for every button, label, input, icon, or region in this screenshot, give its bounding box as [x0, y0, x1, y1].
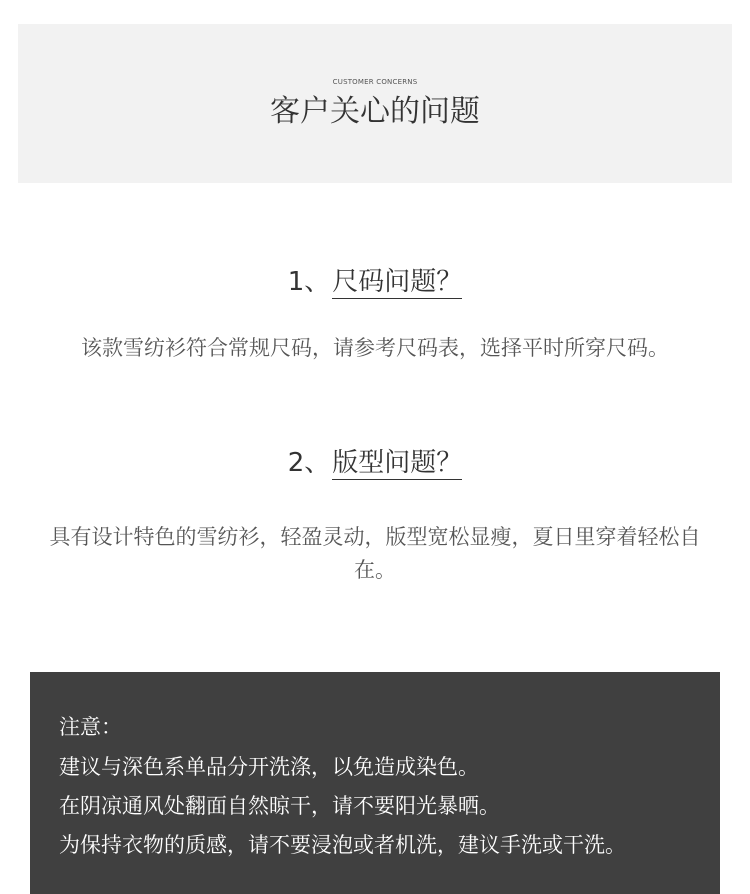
question-1-answer: 该款雪纺衫符合常规尺码，请参考尺码表，选择平时所穿尺码。	[81, 336, 669, 360]
note-line-1: 建议与深色系单品分开洗涤，以免造成染色。	[59, 755, 479, 779]
question-2-heading	[0, 446, 750, 480]
question-1-number: 1、	[287, 267, 331, 297]
question-2-number: 2、	[287, 448, 331, 478]
question-1-title: 尺码问题？	[332, 267, 463, 297]
question-1-heading	[0, 265, 750, 299]
note-label: 注意：	[59, 715, 122, 739]
header-subtitle: CUSTOMER CONCERNS	[332, 78, 418, 86]
care-note-section	[30, 672, 720, 894]
header-section	[18, 24, 732, 183]
question-2-title: 版型问题？	[332, 448, 463, 478]
note-line-2: 在阴凉通风处翻面自然晾干，请不要阳光暴晒。	[59, 794, 500, 818]
note-line-3: 为保持衣物的质感，请不要浸泡或者机洗，建议手洗或干洗。	[59, 833, 626, 857]
page-title: 客户关心的问题	[270, 94, 480, 129]
question-2-answer: 具有设计特色的雪纺衫，轻盈灵动，版型宽松显瘦，夏日里穿着轻松自在。	[49, 525, 701, 582]
